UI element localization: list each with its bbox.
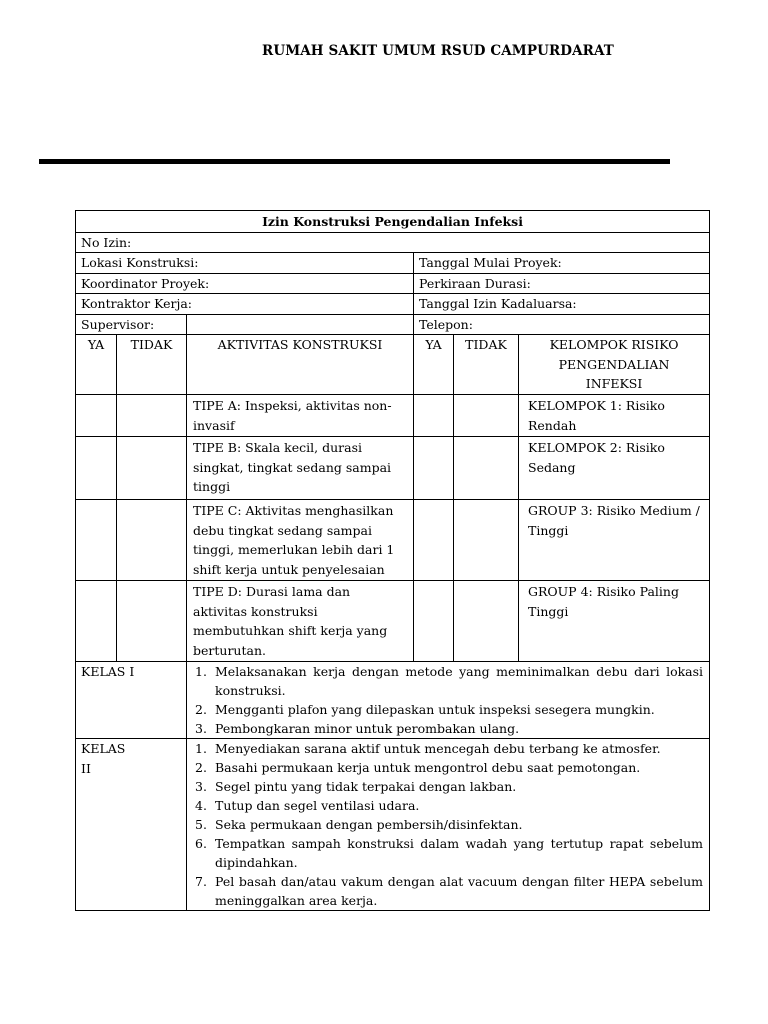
list-item: 2. Mengganti plafon yang dilepaskan untuk inspeksi sesegera mungkin. — [195, 702, 655, 717]
kelas-1-list — [190, 662, 703, 738]
risk-group-2: KELOMPOK 2: Risiko Sedang — [519, 437, 710, 500]
list-item: 7. Pel basah dan/atau vakum dengan alat vacuum dengan filter HEPA sebelum meninggalkan area kerja. — [195, 874, 704, 908]
kelas-1-label: KELAS I — [76, 662, 187, 739]
col-ya-2: YA — [414, 335, 454, 395]
no-izin-field[interactable]: No Izin: — [76, 232, 710, 253]
checkbox-tidak-group3[interactable] — [454, 500, 519, 581]
risk-group-1: KELOMPOK 1: Risiko Rendah — [519, 395, 710, 437]
list-item: 2. Basahi permukaan kerja untuk mengontrol debu saat pemotongan. — [195, 760, 641, 775]
activity-type-d: TIPE D: Durasi lama dan aktivitas konstruksi membutuhkan shift kerja yang berturutan. — [187, 581, 414, 662]
checkbox-tidak-b[interactable] — [117, 437, 187, 500]
hospital-title: RUMAH SAKIT UMUM RSUD CAMPURDARAT — [262, 43, 614, 59]
checkbox-tidak-c[interactable] — [117, 500, 187, 581]
risk-group-4: GROUP 4: Risiko Paling Tinggi — [519, 581, 710, 662]
supervisor-field[interactable]: Supervisor: — [76, 314, 187, 335]
col-aktivitas: AKTIVITAS KONSTRUKSI — [187, 335, 414, 395]
list-item: 3. Segel pintu yang tidak terpakai dengan lakban. — [195, 779, 517, 794]
checkbox-tidak-d[interactable] — [117, 581, 187, 662]
checkbox-ya-a[interactable] — [76, 395, 117, 437]
activity-type-b: TIPE B: Skala kecil, durasi singkat, tingkat sedang sampai tinggi — [187, 437, 414, 500]
risk-header-line1: KELOMPOK RISIKO — [549, 337, 679, 352]
col-tidak-2: TIDAK — [454, 335, 519, 395]
col-tidak: TIDAK — [117, 335, 187, 395]
checkbox-ya-d[interactable] — [76, 581, 117, 662]
tanggal-kadaluarsa-field[interactable]: Tanggal Izin Kadaluarsa: — [414, 294, 710, 315]
kelas-2-list — [190, 739, 703, 910]
checkbox-ya-b[interactable] — [76, 437, 117, 500]
activity-type-a: TIPE A: Inspeksi, aktivitas non-invasif — [187, 395, 414, 437]
activity-type-c: TIPE C: Aktivitas menghasilkan debu tingkat sedang sampai tinggi, memerlukan lebih dari 1 shift kerja untuk penyelesaian — [187, 500, 414, 581]
risk-header-line2: PENGENDALIAN — [558, 356, 670, 372]
checkbox-ya-group4[interactable] — [414, 581, 454, 662]
checkbox-tidak-group4[interactable] — [454, 581, 519, 662]
checkbox-tidak-group2[interactable] — [454, 437, 519, 500]
kelas-1-list-cell — [187, 662, 710, 739]
checkbox-ya-group3[interactable] — [414, 500, 454, 581]
header-divider — [39, 159, 670, 164]
list-item: 5. Seka permukaan dengan pembersih/disinfektan. — [195, 817, 523, 832]
risk-header-line3: INFEKSI — [585, 376, 643, 391]
col-ya: YA — [76, 335, 117, 395]
list-item: 3. Pembongkaran minor untuk perombakan ulang. — [195, 721, 520, 736]
lokasi-field[interactable]: Lokasi Konstruksi: — [76, 253, 414, 274]
kelas-2-label — [76, 739, 187, 911]
checkbox-ya-group2[interactable] — [414, 437, 454, 500]
list-item: 1. Melaksanakan kerja dengan metode yang meminimalkan debu dari lokasi konstruksi. — [195, 664, 704, 698]
kontraktor-field[interactable]: Kontraktor Kerja: — [76, 294, 414, 315]
checkbox-ya-c[interactable] — [76, 500, 117, 581]
list-item: 4. Tutup dan segel ventilasi udara. — [195, 798, 420, 813]
risk-group-3: GROUP 3: Risiko Medium / Tinggi — [519, 500, 710, 581]
list-item: 6. Tempatkan sampah konstruksi dalam wadah yang tertutup rapat sebelum dipindahkan. — [195, 836, 704, 870]
checkbox-ya-group1[interactable] — [414, 395, 454, 437]
checkbox-tidak-a[interactable] — [117, 395, 187, 437]
list-item: 1. Menyediakan sarana aktif untuk mencegah debu terbang ke atmosfer. — [195, 741, 661, 756]
form-title: Izin Konstruksi Pengendalian Infeksi — [76, 211, 710, 233]
telepon-field[interactable]: Telepon: — [414, 314, 710, 335]
kelas-2-label-text: KELAS II — [81, 741, 126, 776]
col-risk-group — [519, 335, 710, 395]
construction-permit-table — [75, 210, 710, 911]
koordinator-field[interactable]: Koordinator Proyek: — [76, 273, 414, 294]
checkbox-tidak-group1[interactable] — [454, 395, 519, 437]
perkiraan-durasi-field[interactable]: Perkiraan Durasi: — [414, 273, 710, 294]
kelas-2-list-cell — [187, 739, 710, 911]
tanggal-mulai-field[interactable]: Tanggal Mulai Proyek: — [414, 253, 710, 274]
